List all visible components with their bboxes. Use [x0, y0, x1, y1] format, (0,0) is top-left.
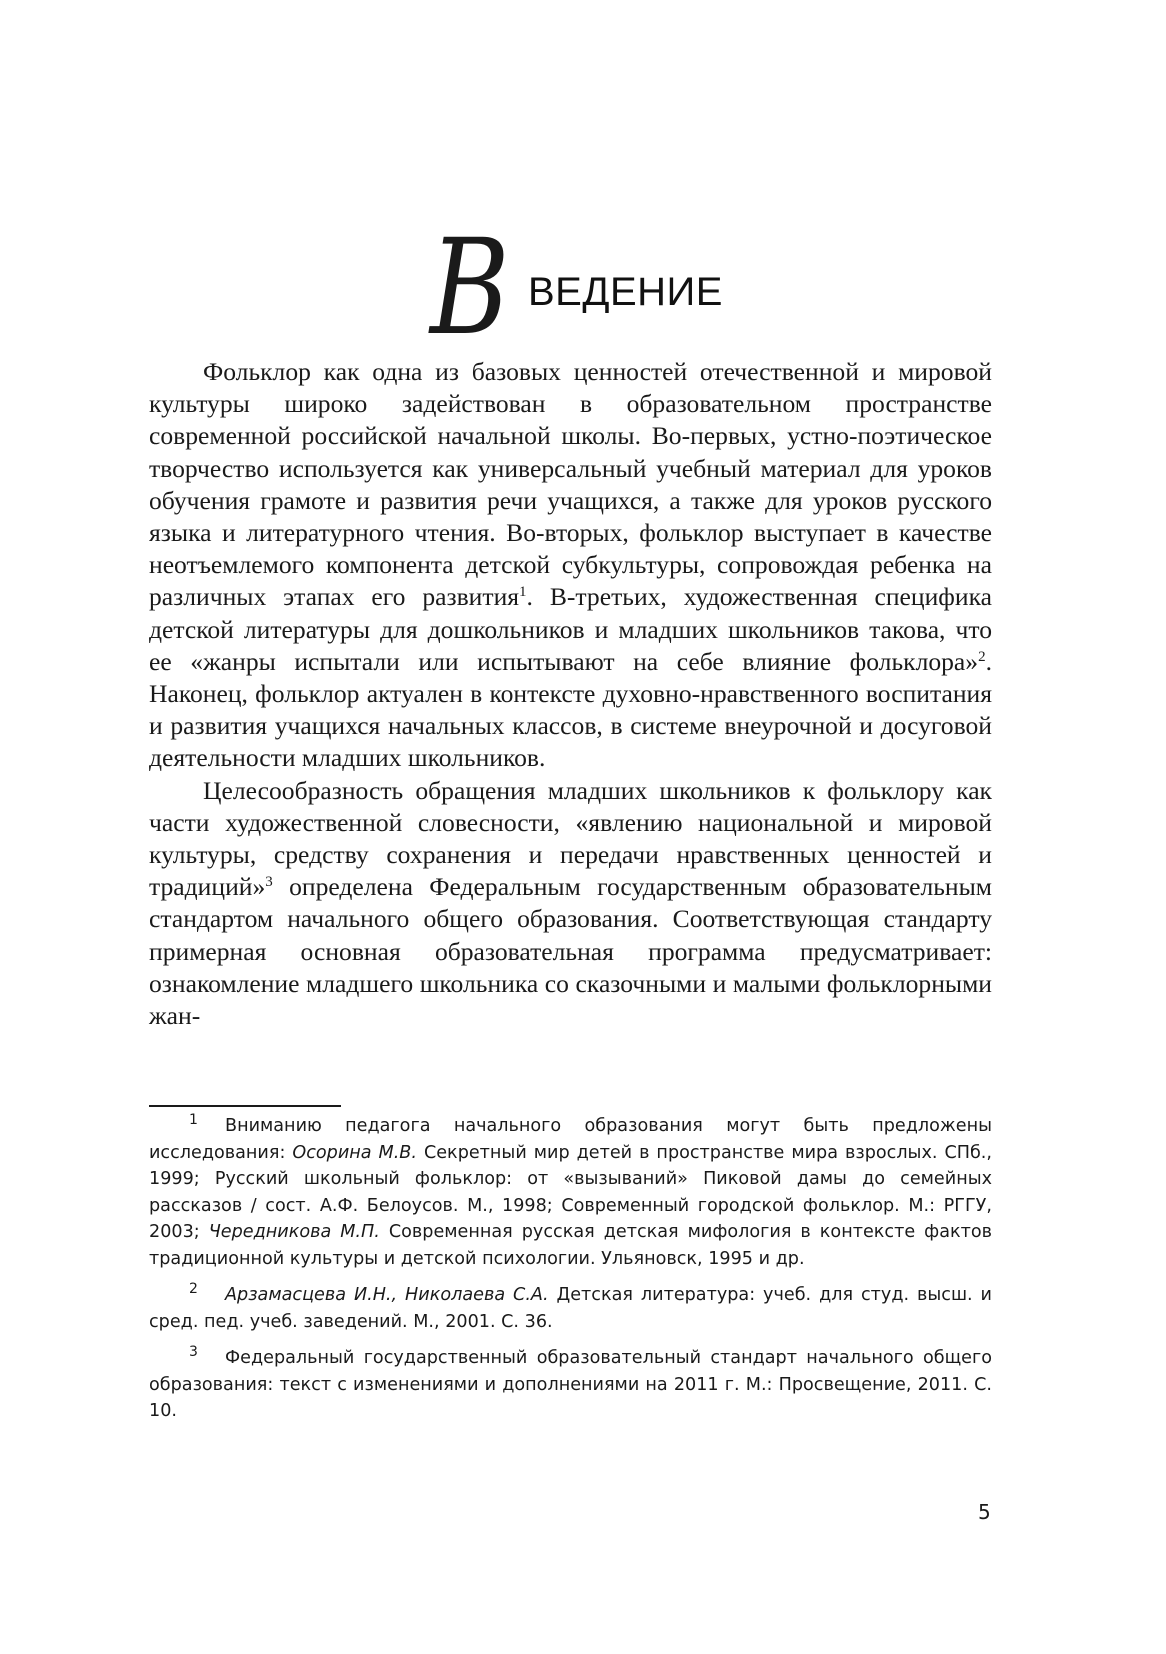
- footnote-text: Вниманию педагога начального образования могут быть предложены исследования:: [149, 1116, 992, 1163]
- footnote-3: [149, 1339, 992, 1425]
- body-text: [149, 356, 992, 1032]
- footnote-text: Современная русская детская мифология в контексте фактов традиционной культуры и детской психологии. Ульяновск, 1995 и др.: [149, 1222, 992, 1269]
- footnote-ref-3[interactable]: 3: [265, 874, 273, 891]
- footnote-1: [149, 1107, 992, 1272]
- footnote-number: 3: [189, 1344, 198, 1360]
- footnote-author: Арзамасцева И.Н., Николаева С.А.: [225, 1285, 549, 1305]
- chapter-title: [430, 211, 830, 365]
- title-rest: ВЕДЕНИЕ: [528, 270, 723, 314]
- paragraph-1-part-c: . Наконец, фольклор актуален в контексте духовно-нравственного воспитания и развития учащихся начальных классов, в системе внеурочной и досуговой деятельности младших школьников.: [149, 646, 992, 773]
- footnote-text: Секретный мир детей в пространстве мира взрослых. СПб., 1999; Русский школьный фольклор: от «вызываний» Пиковой дамы до семейных рассказов / сост. А.Ф. Белоусов. М., 1998; Современный городской фольклор. М.: РГГУ, 2003;: [149, 1142, 992, 1242]
- footnote-author: Осорина М.В.: [292, 1142, 417, 1163]
- paragraph-1-part-b: . В-третьих, художественная специфика детской литературы для дошкольников и младших школьников такова, что ее «жанры испытали или испытывают на себе влияние фольклора»: [149, 582, 992, 676]
- paragraph-2: [149, 775, 992, 1033]
- paragraph-2-part-a: Целесообразность обращения младших школьников к фольклору как части художественной словесности, «явлению национальной и мировой культуры, средству сохранения и передачи нравственных ценностей и традиций»: [149, 775, 992, 902]
- paragraph-1-part-a: Фольклор как одна из базовых ценностей отечественной и мировой культуры широко задействован в образовательном пространстве современной российской начальной школы. Во-первых, устно-поэтическое творчество используется как универсальный учебный материал для уроков обучения грамоте и развития речи учащихся, а также для уроков русского языка и литературного чтения. Во-вторых, фольклор выступает в качестве неотъемлемого компонента детской субкультуры, сопровождая ребенка на различных этапах его развития: [149, 357, 992, 612]
- footnote-number: 1: [189, 1112, 198, 1128]
- footnotes: [149, 1107, 992, 1429]
- footnote-text: Детская литература: учеб. для студ. высш. и сред. пед. учеб. заведений. М., 2001. С. 36.: [149, 1285, 992, 1332]
- footnote-ref-1[interactable]: 1: [519, 584, 527, 601]
- footnote-number: 2: [189, 1281, 198, 1297]
- paragraph-1: [149, 356, 992, 775]
- title-initial: В: [430, 211, 510, 365]
- page-number: 5: [978, 1500, 991, 1524]
- footnote-text: Федеральный государственный образовательный стандарт начального общего образования: текст с изменениями и дополнениями на 2011 г. М.: Просвещение, 2011. С. 10.: [149, 1348, 992, 1421]
- paragraph-2-part-b: определена Федеральным государственным образовательным стандартом начального общего образования. Соответствующая стандарту примерная основная образовательная программа предусматривает: ознакомление младшего школьника со сказочными и малыми фольклорными жан-: [149, 872, 992, 1031]
- footnote-2: [149, 1276, 992, 1335]
- footnote-author: Чередникова М.П.: [208, 1222, 380, 1242]
- footnote-ref-2[interactable]: 2: [978, 648, 986, 665]
